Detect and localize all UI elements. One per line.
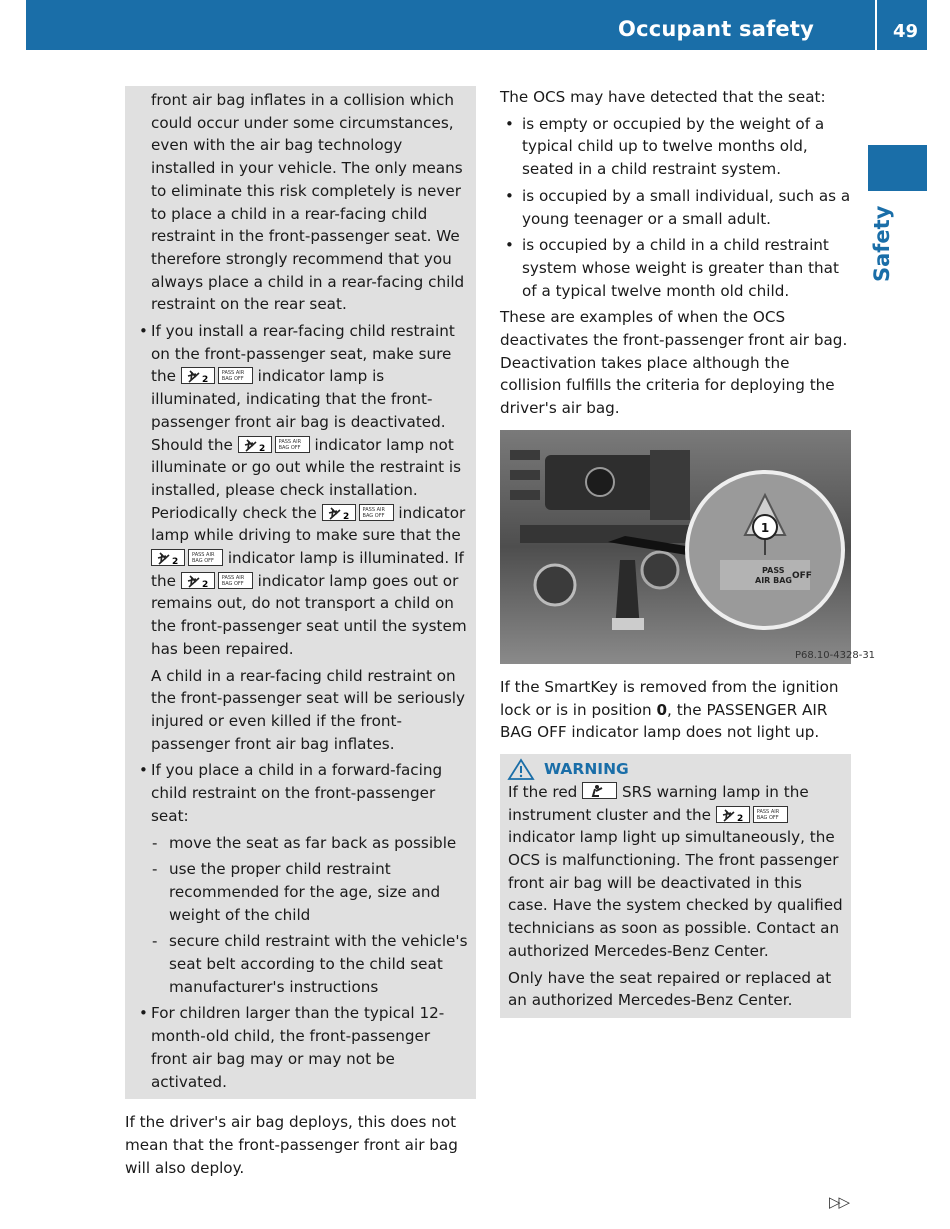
svg-text:2: 2 [201,579,209,590]
photo-label: OFF [792,570,812,581]
warning-triangle-icon [508,758,534,780]
paragraph: If the red SRS warning lamp in the instrument cluster and the 2 PASS AIR BAG OFF indicator lamp light up simultaneously, the OCS is malfunctioning. The front passenger front air bag will be deactivated in this case. Have the system checked by qualified technicians as soon as possible. Contact an authorized Mercedes-Benz Center. [508,782,843,960]
header-divider [875,0,877,50]
side-tab-marker [868,145,927,191]
warning-box [500,754,851,1018]
child-seat-airbag-off-icon: 2 PASS AIR BAG OFF [322,504,394,521]
svg-text:2: 2 [342,511,349,522]
svg-text:2: 2 [736,813,744,824]
svg-text:2: 2 [258,443,265,454]
paragraph: A child in a rear-facing child restraint on the front-passenger seat will be seriously injured or even killed if the front-passenger front air bag inflates. [151,666,465,753]
child-seat-airbag-off-icon: 2 PASS AIR BAG OFF [716,806,788,823]
child-seat-airbag-off-icon: 2 PASS AIR BAG OFF [151,549,223,566]
paragraph: If the driver's air bag deploys, this does not mean that the front-passenger front air bag will also deploy. [125,1113,458,1177]
warning-title: WARNING [544,759,629,778]
child-seat-airbag-off-icon: 2 PASS AIR BAG OFF [181,572,253,589]
svg-text:2: 2 [172,557,179,568]
side-tab-label: Safety [870,205,894,282]
photo-label: AIR BAG [755,575,792,585]
warning-header [508,757,843,781]
paragraph: The OCS may have detected that the seat: [500,88,826,106]
list-item: • If you place a child in a forward-facing child restraint on the front-passenger seat: [139,759,468,827]
text: If you install a rear-facing child restraint on the front-passenger seat, make sure the [151,322,455,386]
dash-item: - use the proper child restraint recommended for the age, size and weight of the child [139,858,468,926]
list-item: • is occupied by a child in a child restraint system whose weight is greater than that of a typical twelve month old child. [505,234,851,302]
paragraph: If the SmartKey is removed from the ignition lock or is in position 0, the PASSENGER AIR BAG OFF indicator lamp does not light up. [500,677,839,742]
photo-marker: 1 [760,520,770,535]
section-title: Occupant safety [618,17,814,41]
list-item: • is empty or occupied by the weight of a typical child up to twelve months old, seated in a child restraint system. [505,113,851,181]
text: indicator lamp is illuminated. If the [151,549,464,590]
text: indicator lamp is illuminated, indicating that the front-passenger front air bag is deactivated. Should the [151,367,446,454]
child-seat-airbag-off-icon: 2 PASS AIR BAG OFF [238,436,310,453]
paragraph: Only have the seat repaired or replaced at an authorized Mercedes-Benz Center. [508,968,832,1010]
list-item [139,320,468,661]
paragraph: front air bag inflates in a collision which could occur under some circumstances, even with the air bag technology installed in your vehicle. The only means to eliminate this risk completely is never to place a child in a rear-facing child restraint in the front-passenger seat. We therefore strongly recommend that you always place a child in a rear-facing child restraint on the rear seat. [151,91,465,314]
dash-item: - move the seat as far back as possible [139,832,468,855]
left-column [125,86,476,1179]
text: indicator lamp while driving to make sure that the [151,503,466,545]
text: indicator lamp not illuminate or go out while the restraint is installed, please check installation. Periodically check the [151,435,462,522]
header-bar [26,0,927,50]
dash-item: - secure child restraint with the vehicle's seat belt according to the child seat manufacturer's instructions [139,930,468,998]
photo-code: P68.10-4328-31 [795,649,876,661]
safety-notice-box [125,86,476,1099]
text: indicator lamp goes out or remains out, do not transport a child on the front-passenger seat until the system has been repaired. [151,571,467,658]
child-seat-airbag-off-icon: 2 PASS AIR BAG OFF [181,367,253,384]
right-column [500,86,876,1018]
srs-warning-lamp-icon [582,782,617,799]
svg-text:2: 2 [201,375,209,386]
continue-icon: ▷▷ [829,1193,849,1211]
center-console-photo [500,430,876,664]
list-item: • For children larger than the typical 12-month-old child, the front-passenger front air bag may or may not be activated. [139,1002,468,1093]
list-item: • is occupied by a small individual, such as a young teenager or a small adult. [505,185,851,230]
page-number: 49 [893,21,919,42]
paragraph: These are examples of when the OCS deactivates the front-passenger front air bag. Deactivation takes place although the collision fulfills the criteria for deploying the driver's air bag. [500,308,848,418]
photo-label: PASS [762,565,785,575]
